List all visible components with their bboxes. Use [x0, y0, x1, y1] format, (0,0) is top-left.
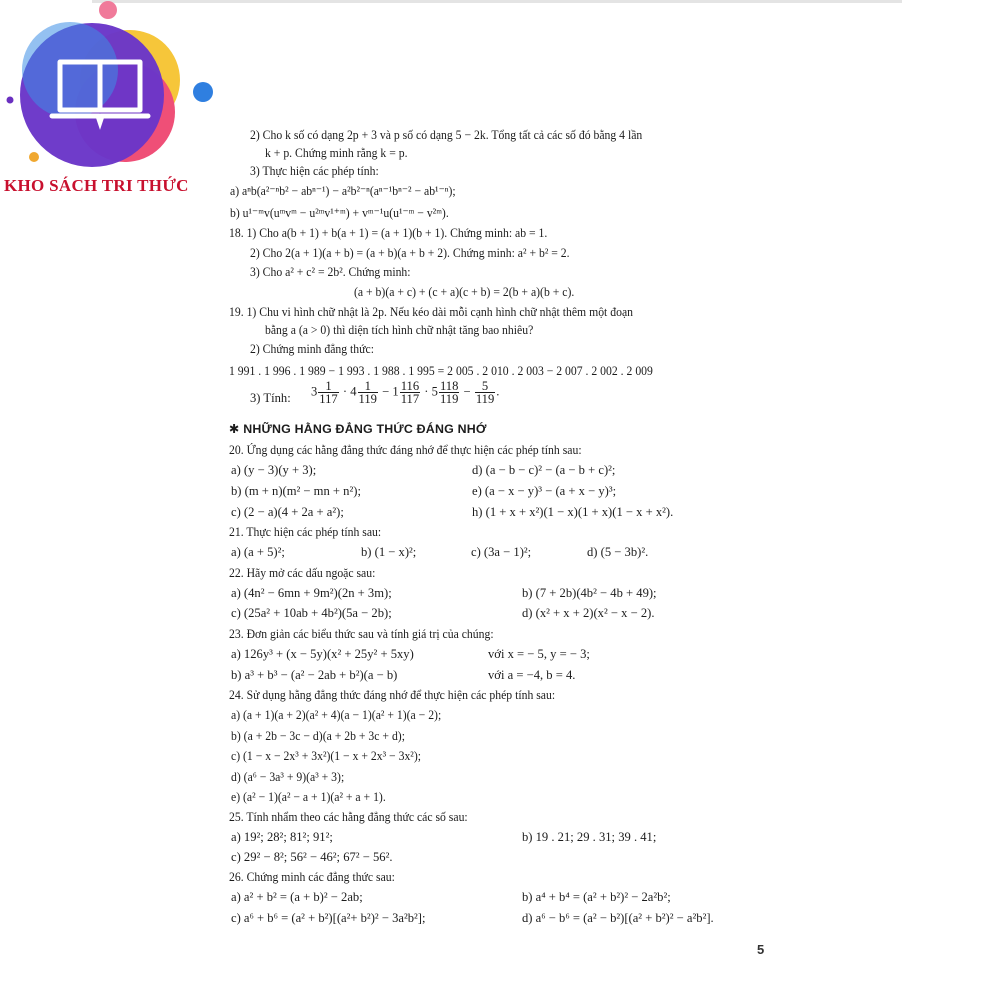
whole-4: 5 — [431, 384, 438, 399]
text-line: k + p. Chứng minh rằng k = p. — [265, 146, 408, 160]
whole-3: 1 — [392, 384, 399, 399]
text-line: bằng a (a > 0) thì diện tích hình chữ nhật tăng bao nhiêu? — [265, 323, 534, 337]
page-number: 5 — [757, 942, 765, 957]
text-line: 24. Sử dụng hằng đẳng thức đáng nhớ để thực hiện các phép tính sau: — [229, 688, 556, 702]
text-line: 19. 1) Chu vi hình chữ nhật là 2p. Nếu kéo dài mỗi cạnh hình chữ nhật thêm một đoạn — [229, 305, 634, 319]
exercise-item: b) (1 − x)²; — [361, 545, 417, 559]
exercise-item: với a = −4, b = 4. — [488, 668, 576, 682]
text-line: 3) Thực hiện các phép tính: — [250, 164, 379, 178]
exercise-item: c) (2 − a)(4 + 2a + a²); — [231, 505, 344, 519]
text-line: 21. Thực hiện các phép tính sau: — [229, 525, 382, 539]
exercise-item: b) (m + n)(m² − mn + n²); — [231, 484, 361, 498]
fraction-expression: 3 $\frac{1}{117}$ · 4 $\frac{1}{119}$ − 1 $\frac{116}{117}$ · 5 $\frac{118}{119}$ − $\frac{5}{119}$ . — [311, 379, 500, 406]
exercise-item: a) 19²; 28²; 81²; 91²; — [231, 830, 333, 844]
book-logo-icon — [0, 0, 230, 200]
exercise-item: e) (a − x − y)³ − (a + x − y)³; — [472, 484, 617, 498]
exercise-item: b) (7 + 2b)(4b² − 4b + 49); — [522, 586, 657, 600]
text-line: 3) Cho a² + c² = 2b². Chứng minh: — [250, 265, 411, 279]
exercise-item: a) (y − 3)(y + 3); — [231, 463, 317, 477]
text-line: 23. Đơn giản các biểu thức sau và tính giá trị của chúng: — [229, 627, 494, 641]
text-line: a) (a + 1)(a + 2)(a² + 4)(a − 1)(a² + 1)(a − 2); — [231, 708, 442, 722]
fraction-5: $\frac{5}{119}$ — [475, 379, 495, 406]
text-line: a) aⁿb(a²⁻ⁿb² − abⁿ⁻¹) − a²b²⁻ⁿ(aⁿ⁻¹bⁿ⁻² − ab¹⁻ⁿ); — [230, 184, 456, 198]
brand-name: KHO SÁCH TRI THỨC — [4, 176, 189, 195]
fraction-2: $\frac{1}{119}$ — [358, 379, 377, 406]
text-line: 26. Chứng minh các đẳng thức sau: — [229, 870, 395, 884]
text-line: e) (a² − 1)(a² − a + 1)(a² + a + 1). — [231, 790, 386, 804]
text-line: 2) Chứng minh đẳng thức: — [250, 342, 374, 356]
whole-1: 3 — [311, 384, 318, 399]
exercise-item: d) a⁶ − b⁶ = (a² − b²)[(a² + b²)² − a²b²]. — [522, 911, 714, 925]
exercise-item: a) (a + 5)²; — [231, 545, 285, 559]
exercise-item: d) (x² + x + 2)(x² − x − 2). — [522, 606, 655, 620]
fraction-3: $\frac{116}{117}$ — [400, 379, 420, 406]
whole-2: 4 — [350, 384, 357, 399]
fraction-4: $\frac{118}{119}$ — [439, 379, 459, 406]
text-line: 25. Tính nhẩm theo các hằng đẳng thức các số sau: — [229, 810, 468, 824]
exercise-item: b) a³ + b³ − (a² − 2ab + b²)(a − b) — [231, 668, 398, 682]
exercise-item: d) (a − b − c)² − (a − b + c)²; — [472, 463, 616, 477]
exercise-item: c) (25a² + 10ab + 4b²)(5a − 2b); — [231, 606, 392, 620]
text-line: 20. Ứng dụng các hằng đẳng thức đáng nhớ để thực hiện các phép tính sau: — [229, 443, 582, 457]
exercise-item: b) 19 . 21; 29 . 31; 39 . 41; — [522, 830, 657, 844]
text-line: 2) Cho k số có dạng 2p + 3 và p số có dạng 5 − 2k. Tổng tất cả các số đó bằng 4 lần — [250, 128, 643, 142]
fraction-1: $\frac{1}{117}$ — [319, 379, 338, 406]
text-line: 22. Hãy mở các dấu ngoặc sau: — [229, 566, 376, 580]
section-heading: ✱ NHỮNG HẰNG ĐẲNG THỨC ĐÁNG NHỚ — [229, 422, 487, 436]
exercise-item: a) a² + b² = (a + b)² − 2ab; — [231, 890, 363, 904]
text-line: (a + b)(a + c) + (c + a)(c + b) = 2(b + a)(b + c). — [354, 285, 575, 299]
exercise-item: a) (4n² − 6mn + 9m²)(2n + 3m); — [231, 586, 392, 600]
text-line: 1 991 . 1 996 . 1 989 − 1 993 . 1 988 . 1 995 = 2 005 . 2 010 . 2 003 − 2 007 . 2 002 . 2 009 — [229, 364, 653, 378]
exercise-item: b) a⁴ + b⁴ = (a² + b²)² − 2a²b²; — [522, 890, 671, 904]
exercise-item: a) 126y³ + (x − 5y)(x² + 25y² + 5xy) — [231, 647, 414, 661]
exercise-item: c) 29² − 8²; 56² − 46²; 67² − 56². — [231, 850, 393, 864]
exercise-item: c) (3a − 1)²; — [471, 545, 532, 559]
exercise-item: với x = − 5, y = − 3; — [488, 647, 590, 661]
exercise-item: d) (5 − 3b)². — [587, 545, 649, 559]
exercise-item: c) a⁶ + b⁶ = (a² + b²)[(a²+ b²)² − 3a²b²]; — [231, 911, 426, 925]
text-line: c) (1 − x − 2x³ + 3x²)(1 − x + 2x³ − 3x²); — [231, 749, 421, 763]
text-line: 18. 1) Cho a(b + 1) + b(a + 1) = (a + 1)(b + 1). Chứng minh: ab = 1. — [229, 226, 548, 240]
text-line: d) (a⁶ − 3a³ + 9)(a³ + 3); — [231, 770, 345, 784]
text-line: b) (a + 2b − 3c − d)(a + 2b + 3c + d); — [231, 729, 405, 743]
text-line: 2) Cho 2(a + 1)(a + b) = (a + b)(a + b + 2). Chứng minh: a² + b² = 2. — [250, 246, 570, 260]
exercise-item: h) (1 + x + x²)(1 − x)(1 + x)(1 − x + x²). — [472, 505, 674, 519]
tinh-label: 3) Tính: — [250, 391, 291, 405]
text-line: b) u¹⁻ᵐv(uᵐvᵐ − u²ᵐv¹⁺ᵐ) + vᵐ⁻¹u(u¹⁻ᵐ − v²ᵐ). — [230, 206, 449, 220]
